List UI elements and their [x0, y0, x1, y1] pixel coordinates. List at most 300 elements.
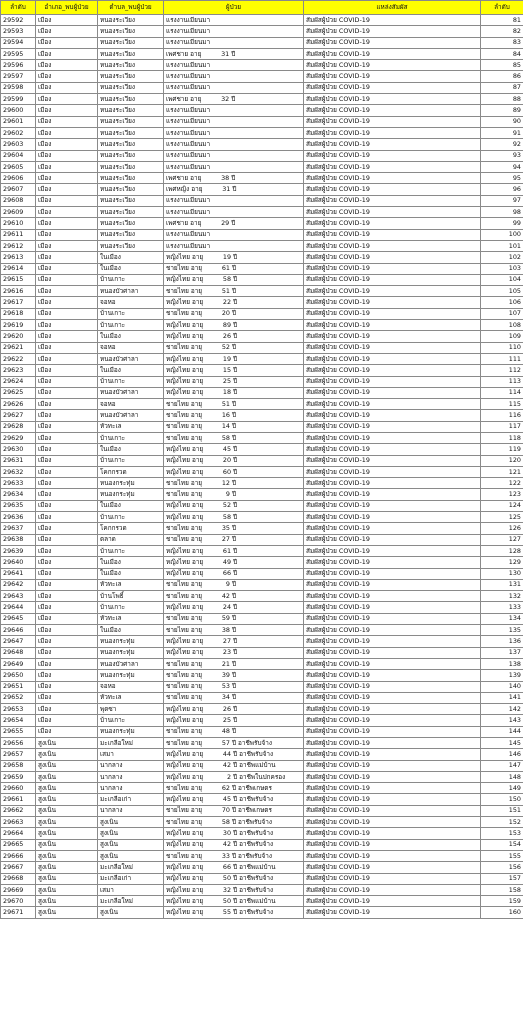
patient-desc: หญิงไทย อายุ [166, 840, 204, 849]
patient-desc: ชายไทย อายุ [166, 535, 203, 544]
cell-contact-source: สัมผัสผู้ป่วย COVID-19 [304, 71, 481, 82]
cell-patient [164, 421, 304, 432]
patient-desc: หญิงไทย อายุ [166, 569, 204, 578]
cell-contact-source: สัมผัสผู้ป่วย COVID-19 [304, 862, 481, 873]
cell-patient [164, 71, 304, 82]
cell-contact-source: สัมผัสผู้ป่วย COVID-19 [304, 365, 481, 376]
patient-age: 19 ปี [222, 354, 238, 363]
cell-case-no: 29664 [1, 828, 36, 839]
cell-district: เมือง [36, 139, 98, 150]
patient-occupation: อาชีพรับจ้าง [239, 874, 274, 883]
patient-desc: แรงงานเมียนมา [166, 26, 211, 35]
cell-patient [164, 545, 304, 556]
cell-sequence: 113 [481, 376, 523, 387]
cell-district: เมือง [36, 105, 98, 116]
cell-contact-source: สัมผัสผู้ป่วย COVID-19 [304, 873, 481, 884]
cell-subdistrict: หนองระเวียง [98, 60, 164, 71]
cell-patient [164, 105, 304, 116]
cell-case-no: 29614 [1, 263, 36, 274]
patient-age: 58 ปี [222, 275, 238, 284]
cell-case-no: 29603 [1, 139, 36, 150]
table-row [1, 82, 523, 93]
cell-subdistrict: หนองกระทุ่ม [98, 636, 164, 647]
cell-case-no: 29637 [1, 523, 36, 534]
patient-occupation: อาชีพรับจ้าง [238, 738, 272, 747]
cell-patient [164, 704, 304, 715]
patient-age: 52 ปี [222, 501, 238, 510]
cell-case-no: 29645 [1, 613, 36, 624]
patient-age: 9 ปี [225, 490, 237, 499]
cell-case-no: 29655 [1, 726, 36, 737]
cell-contact-source: สัมผัสผู้ป่วย COVID-19 [304, 387, 481, 398]
table-row [1, 173, 523, 184]
patient-age: 34 ปี [221, 693, 237, 702]
cell-case-no: 29648 [1, 647, 36, 658]
table-row [1, 308, 523, 319]
cell-patient [164, 342, 304, 353]
cell-contact-source: สัมผัสผู้ป่วย COVID-19 [304, 534, 481, 545]
cell-contact-source: สัมผัสผู้ป่วย COVID-19 [304, 602, 481, 613]
cell-sequence: 131 [481, 579, 523, 590]
cell-contact-source: สัมผัสผู้ป่วย COVID-19 [304, 308, 481, 319]
patient-occupation: อาชีพรับจ้าง [239, 908, 274, 917]
patient-desc: เพศชาย อายุ [166, 49, 202, 58]
patient-age: 15 ปี [222, 365, 238, 374]
cell-sequence: 98 [481, 207, 523, 218]
patient-age: 20 ปี [222, 456, 238, 465]
cell-subdistrict: หนองระเวียง [98, 161, 164, 172]
cell-subdistrict: หนองระเวียง [98, 173, 164, 184]
patient-desc: แรงงานเมียนมา [166, 83, 211, 92]
patient-occupation: อาชีพเกษตร [238, 783, 272, 792]
patient-desc: หญิงไทย อายุ [166, 388, 204, 397]
cell-contact-source: สัมผัสผู้ป่วย COVID-19 [304, 263, 481, 274]
cell-district: เมือง [36, 557, 98, 568]
cell-sequence: 121 [481, 466, 523, 477]
table-row [1, 263, 523, 274]
cell-contact-source: สัมผัสผู้ป่วย COVID-19 [304, 500, 481, 511]
patient-age: 45 ปี [222, 444, 238, 453]
cell-district: เมือง [36, 466, 98, 477]
cell-district: เมือง [36, 127, 98, 138]
table-row [1, 613, 523, 624]
cell-case-no: 29620 [1, 331, 36, 342]
table-row [1, 884, 523, 895]
cell-sequence: 145 [481, 738, 523, 749]
table-row [1, 726, 523, 737]
cell-patient [164, 274, 304, 285]
cell-district: เมือง [36, 421, 98, 432]
cell-district: สูงเนิน [36, 738, 98, 749]
patient-desc: ชายไทย อายุ [166, 580, 203, 589]
cell-sequence: 129 [481, 557, 523, 568]
cell-district: เมือง [36, 625, 98, 636]
patient-desc: ชายไทย อายุ [166, 817, 203, 826]
cell-sequence: 153 [481, 828, 523, 839]
cell-contact-source: สัมผัสผู้ป่วย COVID-19 [304, 771, 481, 782]
cell-case-no: 29608 [1, 195, 36, 206]
cell-subdistrict: ในเมือง [98, 252, 164, 263]
cell-contact-source: สัมผัสผู้ป่วย COVID-19 [304, 421, 481, 432]
table-row [1, 37, 523, 48]
cell-district: เมือง [36, 161, 98, 172]
cell-sequence: 91 [481, 127, 523, 138]
cell-contact-source: สัมผัสผู้ป่วย COVID-19 [304, 342, 481, 353]
cell-patient [164, 365, 304, 376]
cell-contact-source: สัมผัสผู้ป่วย COVID-19 [304, 568, 481, 579]
table-row [1, 26, 523, 37]
cell-case-no: 29624 [1, 376, 36, 387]
patient-desc: ชายไทย อายุ [166, 478, 203, 487]
cell-patient [164, 862, 304, 873]
cell-contact-source: สัมผัสผู้ป่วย COVID-19 [304, 139, 481, 150]
cell-district: เมือง [36, 173, 98, 184]
patient-occupation: อาชีพรับจ้าง [239, 749, 274, 758]
cell-subdistrict: บ้านเกาะ [98, 320, 164, 331]
patient-desc: ชายไทย อายุ [166, 682, 203, 691]
cell-district: เมือง [36, 647, 98, 658]
cell-subdistrict: หนองกระทุ่ม [98, 670, 164, 681]
cell-sequence: 142 [481, 704, 523, 715]
cell-district: เมือง [36, 704, 98, 715]
cell-case-no: 29631 [1, 455, 36, 466]
cell-case-no: 29612 [1, 240, 36, 251]
cell-sequence: 134 [481, 613, 523, 624]
patient-desc: หญิงไทย อายุ [166, 885, 204, 894]
cell-subdistrict: มะเกลือเก่า [98, 873, 164, 884]
cell-district: เมือง [36, 387, 98, 398]
cell-district: เมือง [36, 523, 98, 534]
cell-sequence: 104 [481, 274, 523, 285]
cell-case-no: 29628 [1, 421, 36, 432]
patient-age: 23 ปี [222, 648, 238, 657]
patient-occupation: อาชีพรับจ้าง [238, 851, 272, 860]
cell-contact-source: สัมผัสผู้ป่วย COVID-19 [304, 60, 481, 71]
table-row [1, 873, 523, 884]
cell-case-no: 29660 [1, 783, 36, 794]
cell-subdistrict: บ้านโพธิ์ [98, 591, 164, 602]
table-row [1, 523, 523, 534]
cell-patient [164, 692, 304, 703]
table-row [1, 602, 523, 613]
cell-contact-source: สัมผัสผู้ป่วย COVID-19 [304, 579, 481, 590]
cell-patient [164, 15, 304, 26]
cell-sequence: 151 [481, 805, 523, 816]
table-row [1, 376, 523, 387]
patient-desc: หญิงไทย อายุ [166, 862, 204, 871]
cell-subdistrict: ในเมือง [98, 500, 164, 511]
cell-contact-source: สัมผัสผู้ป่วย COVID-19 [304, 320, 481, 331]
patient-age: 2 ปี [227, 772, 238, 781]
table-row [1, 771, 523, 782]
patient-desc: ชายไทย อายุ [166, 806, 203, 815]
cell-contact-source: สัมผัสผู้ป่วย COVID-19 [304, 794, 481, 805]
cell-sequence: 109 [481, 331, 523, 342]
cell-subdistrict: นากลาง [98, 771, 164, 782]
cell-sequence: 94 [481, 161, 523, 172]
table-row [1, 432, 523, 443]
cell-sequence: 90 [481, 116, 523, 127]
cell-patient [164, 749, 304, 760]
patient-age: 27 ปี [221, 535, 237, 544]
cell-subdistrict: บ้านเกาะ [98, 545, 164, 556]
patient-age: 50 ปี [222, 874, 238, 883]
table-row [1, 444, 523, 455]
cell-case-no: 29657 [1, 749, 36, 760]
cell-subdistrict: หัวทะเล [98, 421, 164, 432]
table-row [1, 105, 523, 116]
cell-contact-source: สัมผัสผู้ป่วย COVID-19 [304, 195, 481, 206]
table-row [1, 353, 523, 364]
cell-sequence: 157 [481, 873, 523, 884]
cell-patient [164, 636, 304, 647]
patient-age: 49 ปี [222, 557, 238, 566]
patient-age: 61 ปี [221, 264, 237, 273]
cell-case-no: 29605 [1, 161, 36, 172]
table-row [1, 692, 523, 703]
cell-contact-source: สัมผัสผู้ป่วย COVID-19 [304, 150, 481, 161]
cell-district: เมือง [36, 692, 98, 703]
table-row [1, 658, 523, 669]
cell-district: เมือง [36, 15, 98, 26]
cell-contact-source: สัมผัสผู้ป่วย COVID-19 [304, 274, 481, 285]
cell-case-no: 29665 [1, 839, 36, 850]
cell-sequence: 158 [481, 884, 523, 895]
cell-patient [164, 726, 304, 737]
table-row [1, 320, 523, 331]
cell-patient [164, 127, 304, 138]
cell-district: เมือง [36, 48, 98, 59]
patient-desc: ชายไทย อายุ [166, 490, 203, 499]
cell-sequence: 137 [481, 647, 523, 658]
cell-contact-source: สัมผัสผู้ป่วย COVID-19 [304, 105, 481, 116]
cell-district: เมือง [36, 218, 98, 229]
patient-age: 66 ปี [222, 569, 238, 578]
patient-desc: แรงงานเมียนมา [166, 60, 211, 69]
cell-case-no: 29669 [1, 884, 36, 895]
cell-case-no: 29619 [1, 320, 36, 331]
cell-case-no: 29634 [1, 489, 36, 500]
patient-age: 31 ปี [221, 49, 236, 58]
cell-case-no: 29618 [1, 308, 36, 319]
cell-sequence: 143 [481, 715, 523, 726]
cell-subdistrict: บ้านเกาะ [98, 512, 164, 523]
cell-contact-source: สัมผัสผู้ป่วย COVID-19 [304, 15, 481, 26]
table-row [1, 466, 523, 477]
patient-age: 20 ปี [221, 309, 237, 318]
cell-district: สูงเนิน [36, 760, 98, 771]
cell-patient [164, 376, 304, 387]
patient-desc: ชายไทย อายุ [166, 614, 203, 623]
cell-case-no: 29661 [1, 794, 36, 805]
table-row [1, 387, 523, 398]
patient-desc: หญิงไทย อายุ [166, 354, 204, 363]
cell-district: เมือง [36, 116, 98, 127]
cell-patient [164, 263, 304, 274]
patient-occupation: อาชีพรับจ้าง [239, 795, 274, 804]
cell-patient [164, 173, 304, 184]
cell-contact-source: สัมผัสผู้ป่วย COVID-19 [304, 783, 481, 794]
table-row [1, 647, 523, 658]
cell-case-no: 29593 [1, 26, 36, 37]
cell-patient [164, 613, 304, 624]
cell-contact-source: สัมผัสผู้ป่วย COVID-19 [304, 613, 481, 624]
cell-subdistrict: สูงเนิน [98, 907, 164, 918]
cell-district: เมือง [36, 274, 98, 285]
cell-patient [164, 602, 304, 613]
cell-sequence: 152 [481, 817, 523, 828]
patient-age: 21 ปี [221, 659, 237, 668]
patient-desc: หญิงไทย อายุ [166, 896, 204, 905]
table-row [1, 783, 523, 794]
cell-district: เมือง [36, 82, 98, 93]
cell-patient [164, 353, 304, 364]
cell-contact-source: สัมผัสผู้ป่วย COVID-19 [304, 252, 481, 263]
cell-patient [164, 150, 304, 161]
cell-sequence: 107 [481, 308, 523, 319]
cell-sequence: 108 [481, 320, 523, 331]
cell-sequence: 141 [481, 692, 523, 703]
patient-age: 52 ปี [221, 343, 237, 352]
table-row [1, 297, 523, 308]
table-row [1, 274, 523, 285]
cell-case-no: 29592 [1, 15, 36, 26]
patient-desc: หญิงไทย อายุ [166, 829, 204, 838]
cell-district: เมือง [36, 591, 98, 602]
cell-district: เมือง [36, 365, 98, 376]
cell-contact-source: สัมผัสผู้ป่วย COVID-19 [304, 670, 481, 681]
table-row [1, 568, 523, 579]
cell-sequence: 135 [481, 625, 523, 636]
header-row [1, 1, 523, 15]
cell-district: เมือง [36, 195, 98, 206]
patient-age: 31 ปี [222, 185, 237, 194]
cell-subdistrict: จอหอ [98, 342, 164, 353]
cell-sequence: 132 [481, 591, 523, 602]
cell-contact-source: สัมผัสผู้ป่วย COVID-19 [304, 625, 481, 636]
patient-desc: หญิงไทย อายุ [166, 275, 204, 284]
patient-desc: หญิงไทย อายุ [166, 636, 204, 645]
cell-district: เมือง [36, 286, 98, 297]
patient-age: 42 ปี [221, 591, 237, 600]
cell-contact-source: สัมผัสผู้ป่วย COVID-19 [304, 240, 481, 251]
patient-age: 51 ปี [221, 399, 237, 408]
cell-case-no: 29640 [1, 557, 36, 568]
cell-subdistrict: หนองบัวศาลา [98, 353, 164, 364]
cell-patient [164, 478, 304, 489]
cell-subdistrict: สูงเนิน [98, 839, 164, 850]
cell-district: สูงเนิน [36, 896, 98, 907]
cell-case-no: 29609 [1, 207, 36, 218]
cell-sequence: 87 [481, 82, 523, 93]
cell-contact-source: สัมผัสผู้ป่วย COVID-19 [304, 432, 481, 443]
patient-age: 57 ปี [221, 738, 237, 747]
cell-patient [164, 534, 304, 545]
cell-contact-source: สัมผัสผู้ป่วย COVID-19 [304, 353, 481, 364]
cell-case-no: 29641 [1, 568, 36, 579]
patient-desc: ชายไทย อายุ [166, 433, 203, 442]
cell-subdistrict: ในเมือง [98, 444, 164, 455]
cell-subdistrict: จอหอ [98, 681, 164, 692]
cell-patient [164, 116, 304, 127]
cell-sequence: 116 [481, 410, 523, 421]
table-row [1, 195, 523, 206]
cell-sequence: 140 [481, 681, 523, 692]
cell-case-no: 29635 [1, 500, 36, 511]
cell-sequence: 83 [481, 37, 523, 48]
cell-district: เมือง [36, 308, 98, 319]
cell-contact-source: สัมผัสผู้ป่วย COVID-19 [304, 749, 481, 760]
table-row [1, 342, 523, 353]
cell-patient [164, 738, 304, 749]
cell-subdistrict: มะเกลือเก่า [98, 794, 164, 805]
cell-patient [164, 207, 304, 218]
cell-patient [164, 647, 304, 658]
cell-contact-source: สัมผัสผู้ป่วย COVID-19 [304, 726, 481, 737]
cell-subdistrict: จอหอ [98, 297, 164, 308]
table-row [1, 839, 523, 850]
cell-subdistrict: นากลาง [98, 760, 164, 771]
patient-age: 45 ปี [222, 795, 238, 804]
cell-contact-source: สัมผัสผู้ป่วย COVID-19 [304, 376, 481, 387]
cell-case-no: 29610 [1, 218, 36, 229]
cell-patient [164, 557, 304, 568]
cell-case-no: 29630 [1, 444, 36, 455]
cell-contact-source: สัมผัสผู้ป่วย COVID-19 [304, 805, 481, 816]
cell-district: เมือง [36, 184, 98, 195]
patient-desc: หญิงไทย อายุ [166, 648, 204, 657]
cell-sequence: 114 [481, 387, 523, 398]
cell-contact-source: สัมผัสผู้ป่วย COVID-19 [304, 760, 481, 771]
cell-case-no: 29607 [1, 184, 36, 195]
cell-district: เมือง [36, 658, 98, 669]
cell-patient [164, 60, 304, 71]
cell-patient [164, 670, 304, 681]
table-row [1, 421, 523, 432]
cell-sequence: 110 [481, 342, 523, 353]
cell-case-no: 29636 [1, 512, 36, 523]
cell-district: เมือง [36, 568, 98, 579]
cell-subdistrict: ในเมือง [98, 331, 164, 342]
table-row [1, 207, 523, 218]
cell-case-no: 29600 [1, 105, 36, 116]
patient-desc: ชายไทย อายุ [166, 422, 203, 431]
cell-patient [164, 794, 304, 805]
cell-district: เมือง [36, 444, 98, 455]
cell-contact-source: สัมผัสผู้ป่วย COVID-19 [304, 545, 481, 556]
patient-desc: หญิงไทย อายุ [166, 298, 204, 307]
patient-desc: หญิงไทย อายุ [166, 320, 204, 329]
cell-case-no: 29598 [1, 82, 36, 93]
cell-patient [164, 466, 304, 477]
cell-district: เมือง [36, 150, 98, 161]
cell-district: สูงเนิน [36, 828, 98, 839]
cell-contact-source: สัมผัสผู้ป่วย COVID-19 [304, 512, 481, 523]
cell-patient [164, 399, 304, 410]
patient-desc: แรงงานเมียนมา [166, 162, 211, 171]
cell-case-no: 29651 [1, 681, 36, 692]
cell-sequence: 149 [481, 783, 523, 794]
cell-sequence: 119 [481, 444, 523, 455]
cell-case-no: 29647 [1, 636, 36, 647]
cell-district: เมือง [36, 579, 98, 590]
patient-age: 42 ปี [222, 761, 238, 770]
cell-case-no: 29597 [1, 71, 36, 82]
table-row [1, 478, 523, 489]
table-row [1, 365, 523, 376]
cell-contact-source: สัมผัสผู้ป่วย COVID-19 [304, 26, 481, 37]
patient-age: 59 ปี [221, 614, 237, 623]
